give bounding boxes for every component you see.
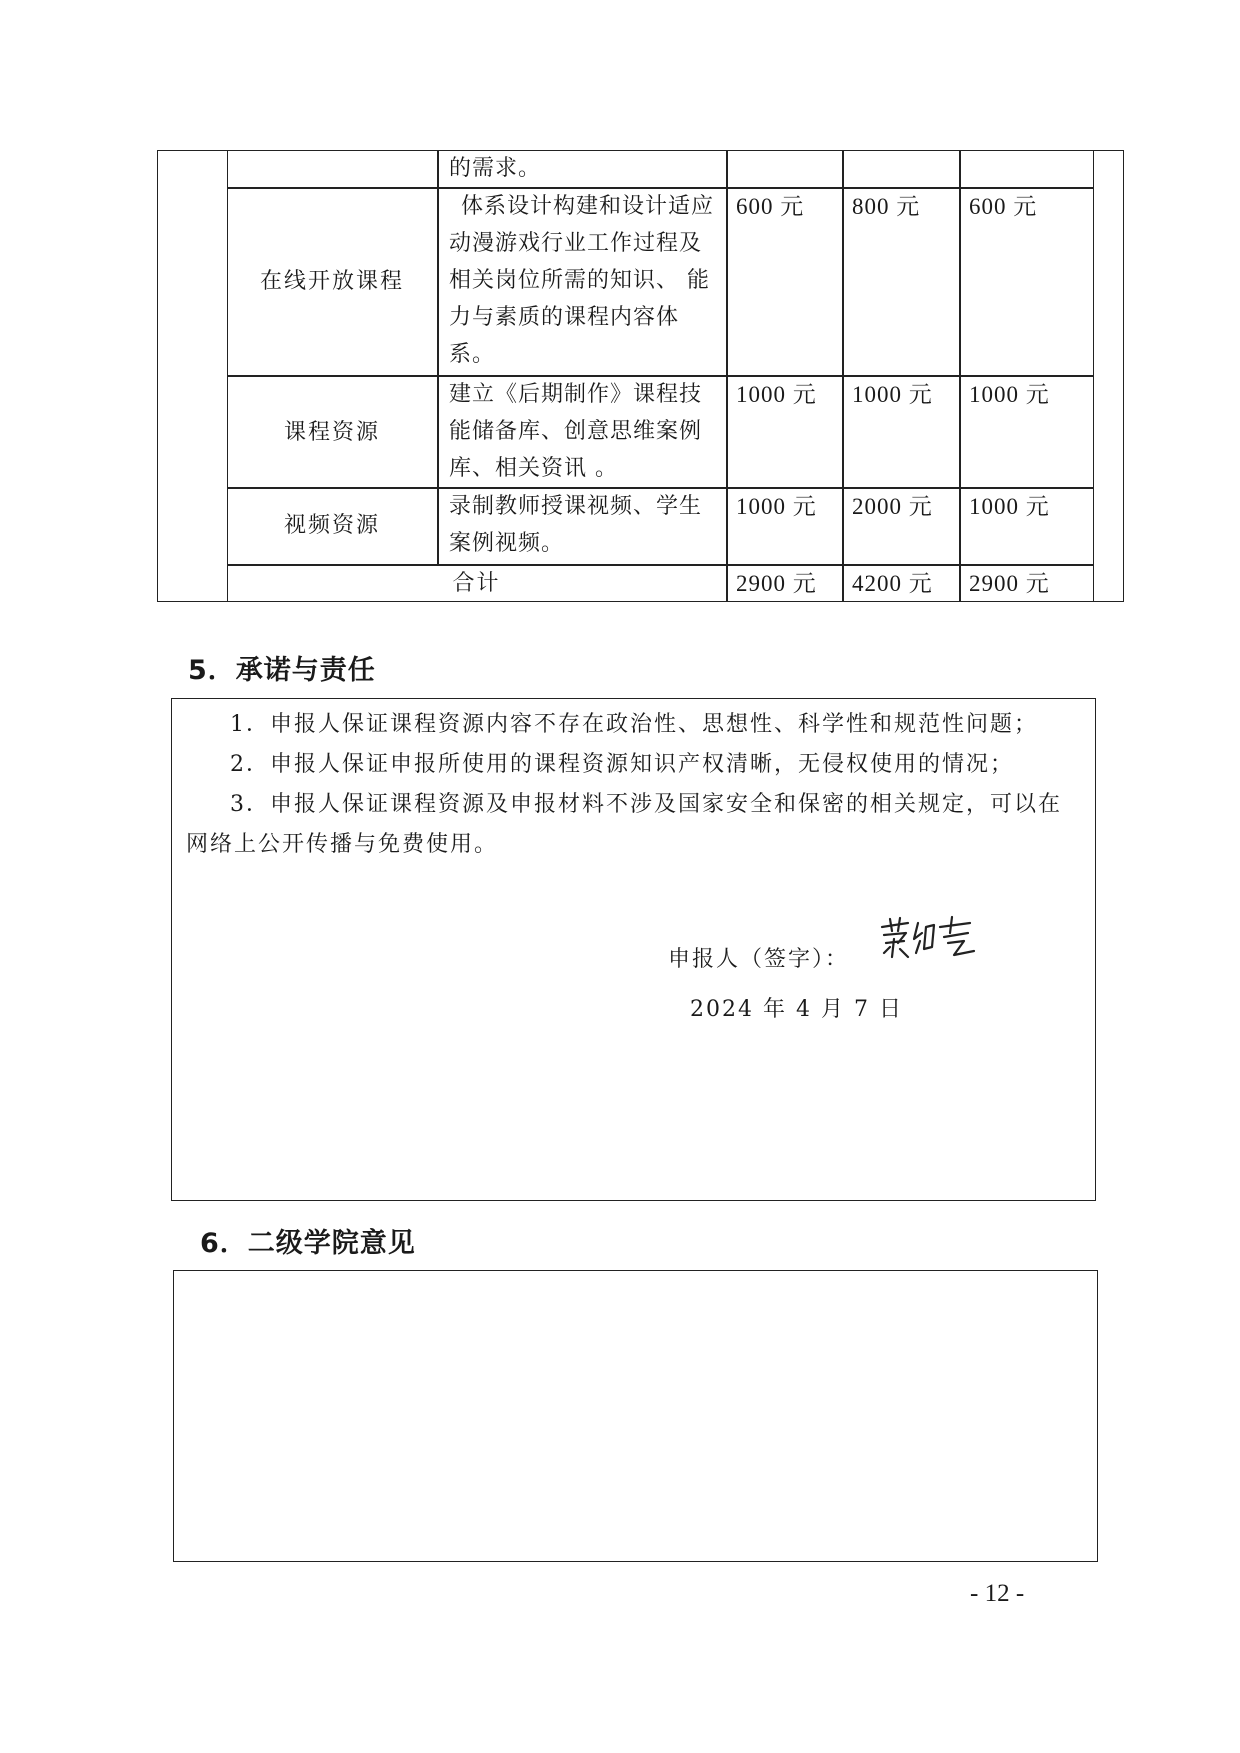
commitment-item-2: 2．申报人保证申报所使用的课程资源知识产权清晰，无侵权使用的情况； bbox=[230, 752, 1014, 777]
college-opinion-box bbox=[173, 1270, 1098, 1562]
row-value-1: 600 元 bbox=[736, 194, 805, 219]
total-label: 合计 bbox=[452, 571, 501, 596]
page-number: - 12 - bbox=[970, 1580, 1025, 1607]
row-value-1: 1000 元 bbox=[736, 382, 817, 407]
commitment-item-3: 3．申报人保证课程资源及申报材料不涉及国家安全和保密的相关规定，可以在网络上公开传播与免费使用。 bbox=[186, 792, 1062, 857]
row-content: 录制教师授课视频、学生案例视频。 bbox=[449, 494, 703, 556]
row-content: 建立《后期制作》课程技能储备库、创意思维案例库、相关资讯 。 bbox=[449, 382, 703, 481]
row-value-2: 1000 元 bbox=[852, 382, 933, 407]
row-value-3: 1000 元 bbox=[969, 494, 1050, 519]
total-value-1: 2900 元 bbox=[736, 571, 817, 596]
commitment-item-1: 1．申报人保证课程资源内容不存在政治性、思想性、科学性和规范性问题； bbox=[230, 712, 1038, 737]
total-value-2: 4200 元 bbox=[852, 571, 933, 596]
signature-image bbox=[878, 913, 978, 963]
section-6-heading: 6．二级学院意见 bbox=[200, 1228, 416, 1259]
row-value-1: 1000 元 bbox=[736, 494, 817, 519]
signature-date: 2024 年 4 月 7 日 bbox=[690, 997, 903, 1022]
row-item-label: 课程资源 bbox=[283, 420, 380, 445]
commitment-box bbox=[171, 698, 1096, 1201]
row-value-3: 600 元 bbox=[969, 194, 1038, 219]
row-value-2: 800 元 bbox=[852, 194, 921, 219]
signature-label: 申报人（签字）： bbox=[668, 947, 850, 972]
row-value-2: 2000 元 bbox=[852, 494, 933, 519]
row-item-label: 在线开放课程 bbox=[259, 269, 404, 294]
budget-table bbox=[157, 150, 1124, 602]
table-row bbox=[449, 150, 719, 187]
total-value-3: 2900 元 bbox=[969, 571, 1050, 596]
row-content: 的需求。 bbox=[449, 156, 542, 181]
section-5-heading: 5．承诺与责任 bbox=[188, 655, 376, 686]
row-content: 体系设计构建和设计适应动漫游戏行业工作过程及相关岗位所需的知识、 能力与素质的课程内容体系。 bbox=[449, 194, 715, 367]
row-item-label: 视频资源 bbox=[283, 513, 380, 538]
row-value-3: 1000 元 bbox=[969, 382, 1050, 407]
